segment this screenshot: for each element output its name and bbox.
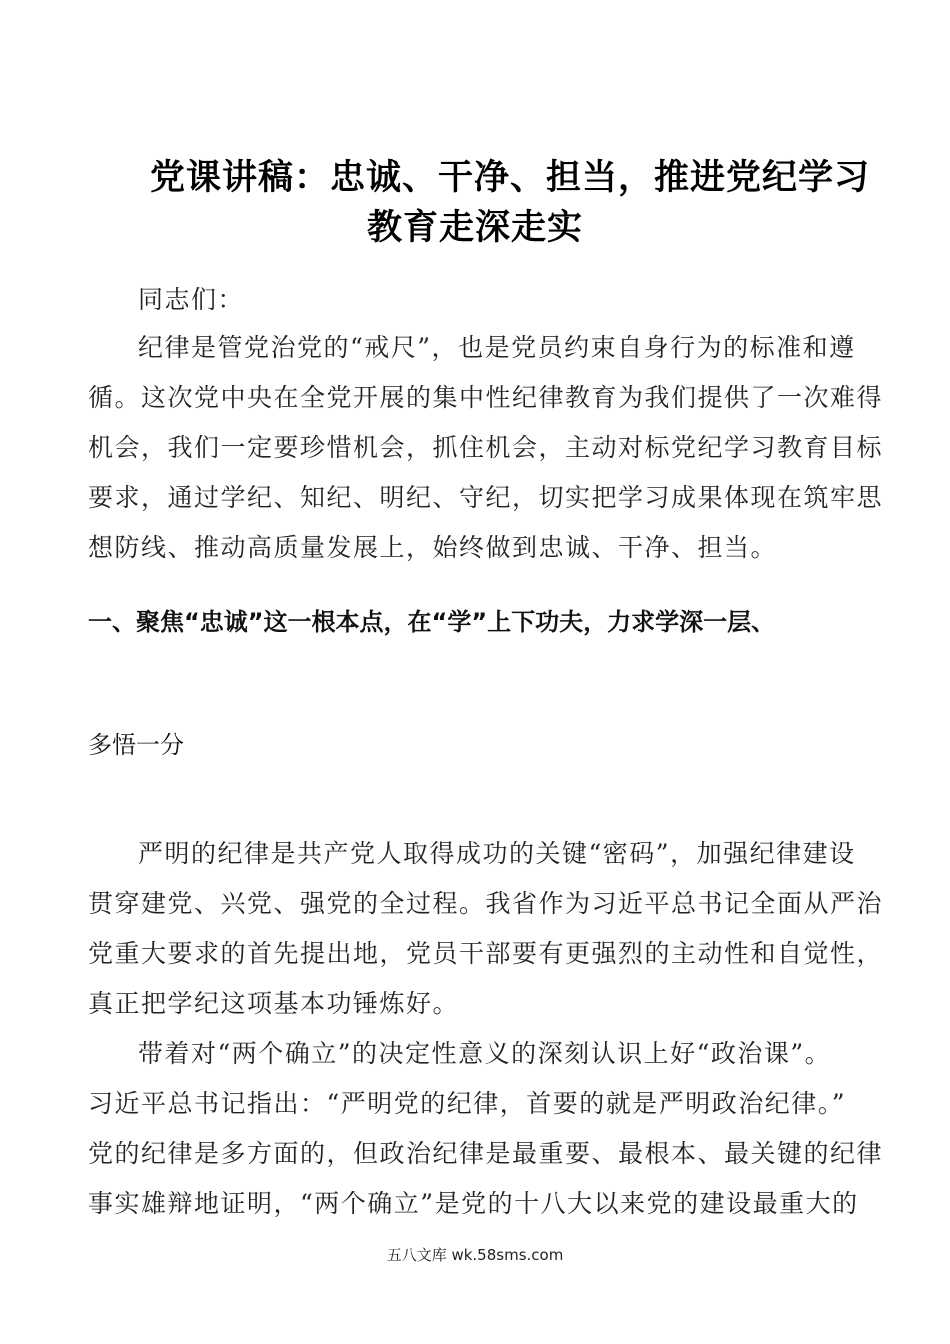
para-1-line-4: 真正把学纪这项基本功锤炼好。 [88, 989, 460, 1018]
section-1-heading: 一、聚焦“忠诚”这一根本点，在“学”上下功夫，力求学深一层、 [88, 608, 776, 636]
page-title-line-1: 党课讲稿：忠诚、干净、担当，推进党纪学习 [149, 158, 870, 198]
para-2-line-4: 事实雄辩地证明，“两个确立”是党的十八大以来党的建设最重大的 [88, 1189, 859, 1218]
para-1-line-1: 严明的纪律是共产党人取得成功的关键“密码”，加强纪律建设 [138, 839, 856, 868]
intro-line-1: 纪律是管党治党的“戒尺”，也是党员约束自身行为的标准和遵 [138, 333, 856, 362]
para-2-line-2: 习近平总书记指出：“严明党的纪律，首要的就是严明政治纪律。” [88, 1089, 847, 1118]
section-1-heading-cont: 多悟一分 [88, 731, 184, 759]
page-title-line-2: 教育走深走实 [366, 208, 583, 248]
para-2-line-1: 带着对“两个确立”的决定性意义的深刻认识上好“政治课”。 [138, 1039, 832, 1068]
footer-watermark: 五八文库 wk.58sms.com [386, 1246, 564, 1264]
para-1-line-3: 党重大要求的首先提出地，党员干部要有更强烈的主动性和自觉性， [88, 939, 884, 968]
para-2-line-3: 党的纪律是多方面的，但政治纪律是最重要、最根本、最关键的纪律 [88, 1139, 884, 1168]
intro-line-3: 机会，我们一定要珍惜机会，抓住机会，主动对标党纪学习教育目标 [88, 433, 884, 462]
intro-line-5: 想防线、推动高质量发展上，始终做到忠诚、干净、担当。 [88, 533, 778, 562]
intro-line-2: 循。这次党中央在全党开展的集中性纪律教育为我们提供了一次难得 [88, 383, 884, 412]
para-1-line-2: 贯穿建党、兴党、强党的全过程。我省作为习近平总书记全面从严治 [88, 889, 884, 918]
salutation: 同志们： [138, 285, 245, 314]
intro-line-4: 要求，通过学纪、知纪、明纪、守纪，切实把学习成果体现在筑牢思 [88, 483, 884, 512]
